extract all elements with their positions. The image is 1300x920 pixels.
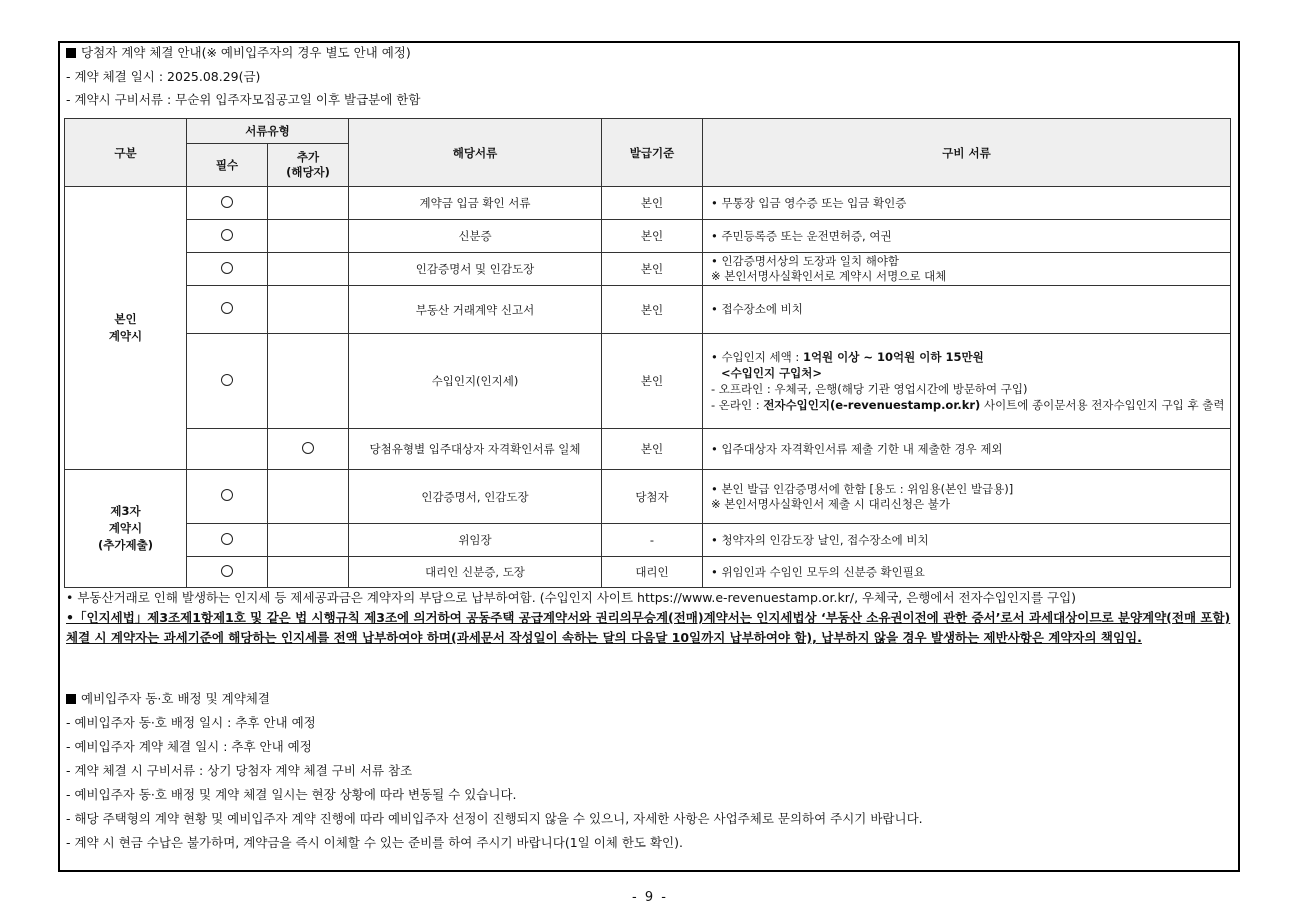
document-name: 대리인 신분증, 도장 [349,557,602,588]
document-name: 신분증 [349,220,602,253]
issuer: 본인 [602,187,703,220]
document-desc: • 수입인지 세액 : 1억원 이상 ~ 10억원 이하 15만원 <수입인지 구입처> - 오프라인 : 우체국, 은행(해당 기관 영업시간에 방문하여 구입) - 온라인 : 전자수입인지(e-revenuestamp.or.kr) 사이트에 종이문서용 전자수입인지 구입 후 출력 [703,334,1231,429]
issuer: 당첨자 [602,470,703,524]
table-row [65,557,1231,588]
table-row [65,524,1231,557]
header-category: 구분 [65,119,187,187]
stamp-tax-note: • 부동산거래로 인해 발생하는 인지세 등 제세공과금은 계약자의 부담으로 납부하여함. (수입인지 사이트 https://www.e-revenuestamp.or.kr/, 우체국, 은행에서 전자수입인지를 구입) [66,590,1077,605]
issuer: 본인 [602,286,703,334]
contract-date-line: - 계약 체결 일시 : 2025.08.29(금) [66,69,261,84]
header-document: 해당서류 [349,119,602,187]
stamp-amount: 1억원 이상 ~ 10억원 이하 15만원 [802,350,984,364]
required-circle-icon [221,565,233,577]
document-name: 계약금 입금 확인 서류 [349,187,602,220]
table-row [65,470,1231,524]
table-row [65,253,1231,286]
document-desc: • 청약자의 인감도장 날인, 접수장소에 비치 [703,524,1231,557]
document-desc: • 무통장 입금 영수증 또는 입금 확인증 [703,187,1231,220]
issuer: 대리인 [602,557,703,588]
black-square-icon [66,694,76,704]
black-square-icon [66,48,76,58]
document-name: 부동산 거래계약 신고서 [349,286,602,334]
section2-line: - 예비입주자 동·호 배정 일시 : 추후 안내 예정 [66,715,316,730]
issuer: 본인 [602,334,703,429]
additional-circle-icon [302,442,314,454]
table-row [65,286,1231,334]
group-third-party-contract: 제3자 계약시 (추가제출) [65,470,187,588]
required-circle-icon [221,229,233,241]
document-name: 위임장 [349,524,602,557]
section2-line: - 계약 체결 시 구비서류 : 상기 당첨자 계약 체결 구비 서류 참조 [66,763,413,778]
document-desc: • 접수장소에 비치 [703,286,1231,334]
table-row [65,220,1231,253]
page-number: - 9 - [632,890,668,905]
header-required: 필수 [187,144,268,187]
issuer: 본인 [602,253,703,286]
stamp-where: <수입인지 구입처> [721,366,823,380]
document-name: 인감증명서 및 인감도장 [349,253,602,286]
required-documents-table [64,118,1231,588]
section2-heading: 예비입주자 동·호 배정 및 계약체결 [66,690,270,708]
section1-heading: 당첨자 계약 체결 안내(※ 예비입주자의 경우 별도 안내 예정) [66,44,411,62]
section2-line: - 예비입주자 계약 체결 일시 : 추후 안내 예정 [66,739,312,754]
header-required-docs: 구비 서류 [703,119,1231,187]
required-circle-icon [221,533,233,545]
header-additional: 추가 (해당자) [268,144,349,187]
required-docs-line: - 계약시 구비서류 : 무순위 입주자모집공고일 이후 발급분에 한함 [66,92,421,107]
group-self-contract: 본인 계약시 [65,187,187,470]
required-circle-icon [221,196,233,208]
document-desc: • 인감증명서상의 도장과 일치 해야함 ※ 본인서명사실확인서로 계약시 서명으로 대체 [703,253,1231,286]
required-circle-icon [221,489,233,501]
document-desc: • 입주대상자 자격확인서류 제출 기한 내 제출한 경우 제외 [703,429,1231,470]
document-desc: • 위임인과 수임인 모두의 신분증 확인필요 [703,557,1231,588]
header-doc-type: 서류유형 [187,119,349,144]
document-frame [58,41,1240,872]
section2-line: - 예비입주자 동·호 배정 및 계약 체결 일시는 현장 상황에 따라 변동될 수 있습니다. [66,787,517,802]
required-circle-icon [221,374,233,386]
document-name: 수입인지(인지세) [349,334,602,429]
header-issuer: 발급기준 [602,119,703,187]
required-circle-icon [221,262,233,274]
table-row [65,334,1231,429]
section2-line: - 계약 시 현금 수납은 불가하며, 계약금을 즉시 이체할 수 있는 준비를 하여 주시기 바랍니다(1일 이체 한도 확인). [66,835,683,850]
table-row [65,429,1231,470]
stamp-tax-law-note: •「인지세법」제3조제1항제1호 및 같은 법 시행규칙 제3조에 의거하여 공동주택 공급계약서와 권리의무승계(전매)계약서는 인지세법상 ‘부동산 소유권이전에 관한 증서’로서 과세대상이므로 분양계약(전매 포함) 체결 시 계약자는 과세기준에 해당하는 인지세를 전액 납부하여야 하며(과세문서 작성일이 속하는 달의 다음달 10일까지 납부하여야 함), 납부하지 않을 경우 발생하는 제반사항은 계약자의 책임임. [66,610,1231,645]
table-row [65,187,1231,220]
section2-line: - 해당 주택형의 계약 현황 및 예비입주자 계약 진행에 따라 예비입주자 선정이 진행되지 않을 수 있으니, 자세한 사항은 사업주체로 문의하여 주시기 바랍니다. [66,811,923,826]
required-circle-icon [221,302,233,314]
document-name: 당첨유형별 입주대상자 자격확인서류 일체 [349,429,602,470]
document-desc: • 본인 발급 인감증명서에 한함 [용도 : 위임용(본인 발급용)] ※ 본인서명사실확인서 제출 시 대리신청은 불가 [703,470,1231,524]
issuer: 본인 [602,220,703,253]
document-desc: • 주민등록증 또는 운전면허증, 여권 [703,220,1231,253]
online-stamp-site: 전자수입인지(e-revenuestamp.or.kr) [763,398,981,412]
issuer: - [602,524,703,557]
issuer: 본인 [602,429,703,470]
document-name: 인감증명서, 인감도장 [349,470,602,524]
